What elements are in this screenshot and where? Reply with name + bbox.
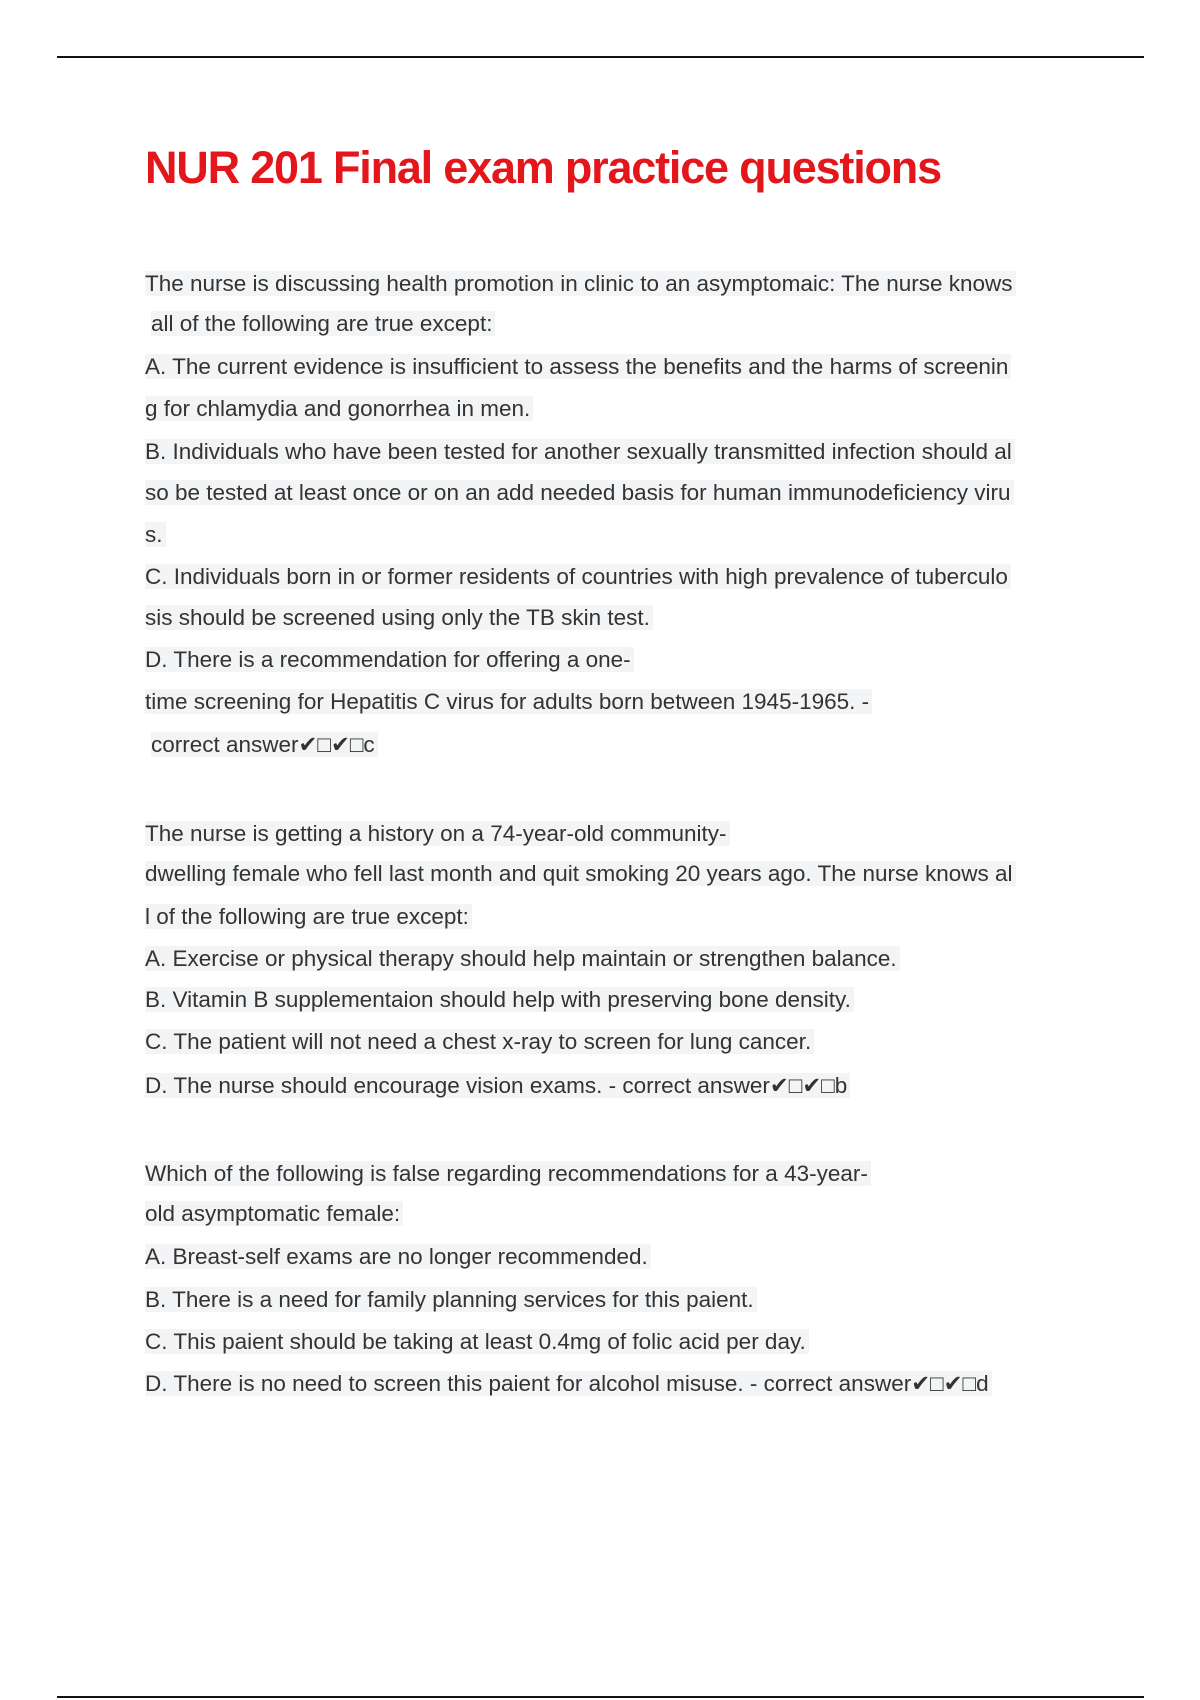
question-2-option-d-text: D. The nurse should encourage vision exams. - correct answer✔□✔□b: [145, 1073, 850, 1098]
question-3-stem-text-2: old asymptomatic female:: [145, 1201, 403, 1226]
question-1-option-c-line-1: [145, 559, 1011, 595]
question-2-stem-text-3: l of the following are true except:: [145, 904, 472, 929]
question-3-option-a-line: [145, 1239, 651, 1275]
question-1-option-d-text-1: D. There is a recommendation for offering a one-: [145, 647, 634, 672]
question-3-option-d-line: [145, 1366, 992, 1402]
question-2-stem-text-1: The nurse is getting a history on a 74-year-old community-: [145, 821, 730, 846]
page-top-rule: [57, 56, 1144, 58]
question-1-option-d-line-2: [145, 684, 872, 720]
question-1-stem-text-1: The nurse is discussing health promotion in clinic to an asymptomaic: The nurse knows: [145, 271, 1016, 296]
question-2-stem-line-1: [145, 816, 730, 852]
question-1-answer-line: [151, 727, 378, 763]
question-1-stem-line-1: [145, 266, 1016, 302]
question-1-option-d-line-1: [145, 642, 634, 678]
question-2-stem-line-3: [145, 899, 472, 935]
question-1-option-b-text-2: so be tested at least once or on an add needed basis for human immunodeficiency viru: [145, 480, 1014, 505]
question-1-option-a-line-1: [145, 349, 1011, 385]
question-2-option-c-text: C. The patient will not need a chest x-ray to screen for lung cancer.: [145, 1029, 814, 1054]
question-3-option-a-text: A. Breast-self exams are no longer recommended.: [145, 1244, 651, 1269]
question-1-answer-text: correct answer✔□✔□c: [151, 732, 378, 757]
question-2-option-a-line: [145, 941, 900, 977]
document-title: NUR 201 Final exam practice questions: [145, 142, 941, 193]
question-1-option-c-text-1: C. Individuals born in or former residents of countries with high prevalence of tuberculo: [145, 564, 1011, 589]
question-3-stem-line-1: [145, 1156, 871, 1192]
question-1-option-b-line-1: [145, 434, 1015, 470]
question-3-option-b-text: B. There is a need for family planning services for this paient.: [145, 1287, 757, 1312]
question-1-option-a-text-1: A. The current evidence is insufficient to assess the benefits and the harms of screenin: [145, 354, 1011, 379]
question-1-option-d-text-2: time screening for Hepatitis C virus for adults born between 1945-1965. -: [145, 689, 872, 714]
question-3-option-c-text: C. This paient should be taking at least 0.4mg of folic acid per day.: [145, 1329, 809, 1354]
question-1-option-a-text-2: g for chlamydia and gonorrhea in men.: [145, 396, 533, 421]
question-2-option-a-text: A. Exercise or physical therapy should help maintain or strengthen balance.: [145, 946, 900, 971]
question-3-stem-line-2: [145, 1196, 403, 1232]
question-2-stem-text-2: dwelling female who fell last month and quit smoking 20 years ago. The nurse knows al: [145, 861, 1016, 886]
question-1-option-b-line-3: [145, 517, 166, 553]
question-2-option-b-line: [145, 982, 854, 1018]
question-2-stem-line-2: [145, 856, 1016, 892]
question-3-stem-text-1: Which of the following is false regarding recommendations for a 43-year-: [145, 1161, 871, 1186]
question-1-option-a-line-2: [145, 391, 533, 427]
question-1-stem-line-2: [151, 306, 495, 342]
question-1-option-c-line-2: [145, 600, 653, 636]
question-1-option-c-text-2: sis should be screened using only the TB skin test.: [145, 605, 653, 630]
question-3-option-b-line: [145, 1282, 757, 1318]
question-3-option-d-text: D. There is no need to screen this paient for alcohol misuse. - correct answer✔□✔□d: [145, 1371, 992, 1396]
question-1-option-b-text-1: B. Individuals who have been tested for another sexually transmitted infection should al: [145, 439, 1015, 464]
question-3-option-c-line: [145, 1324, 809, 1360]
question-1-option-b-text-3: s.: [145, 522, 166, 547]
page-bottom-rule: [57, 1696, 1144, 1698]
question-1-stem-text-2: all of the following are true except:: [151, 311, 495, 336]
question-2-option-d-line: [145, 1068, 850, 1104]
question-1-option-b-line-2: [145, 475, 1014, 511]
question-2-option-b-text: B. Vitamin B supplementaion should help with preserving bone density.: [145, 987, 854, 1012]
question-2-option-c-line: [145, 1024, 814, 1060]
